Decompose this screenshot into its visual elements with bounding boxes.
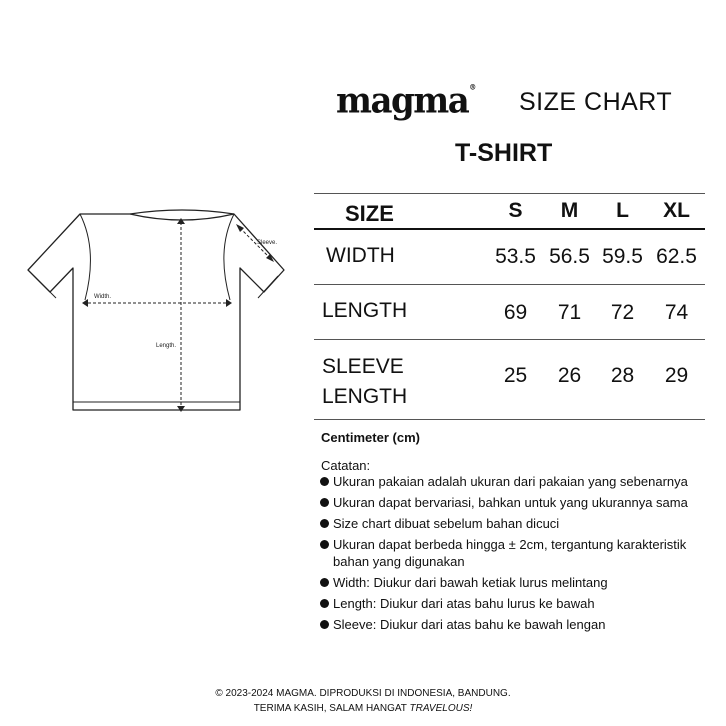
table-cell: 53.5 bbox=[495, 245, 536, 268]
bullet-icon bbox=[320, 620, 329, 629]
table-top-rule bbox=[314, 193, 705, 194]
table-cell: 71 bbox=[557, 301, 582, 324]
bullet-icon bbox=[320, 540, 329, 549]
notes-list bbox=[319, 473, 714, 637]
list-item: Sleeve: Diukur dari atas bahu ke bawah lengan bbox=[319, 616, 714, 633]
size-col-m: M bbox=[560, 199, 579, 222]
brand-logo: magma® bbox=[336, 80, 475, 122]
table-cell: 74 bbox=[664, 301, 689, 324]
list-item: Length: Diukur dari atas bahu lurus ke bawah bbox=[319, 595, 714, 612]
unit-note: Centimeter (cm) bbox=[321, 430, 420, 445]
bullet-icon bbox=[320, 498, 329, 507]
length-label: Length. bbox=[156, 343, 177, 349]
bullet-icon bbox=[320, 477, 329, 486]
row-label-sleeve-length: LENGTH bbox=[322, 385, 408, 408]
bullet-icon bbox=[320, 599, 329, 608]
table-cell: 28 bbox=[610, 364, 635, 387]
width-label: Width. bbox=[94, 294, 112, 300]
tshirt-collar bbox=[130, 210, 234, 214]
table-cell: 56.5 bbox=[549, 245, 590, 268]
bullet-icon bbox=[320, 519, 329, 528]
size-col-l: L bbox=[616, 199, 629, 222]
size-col-s: S bbox=[508, 199, 523, 222]
footer-thanks: TERIMA KASIH, SALAM HANGAT TRAVELOUS! bbox=[253, 703, 473, 714]
chart-title: SIZE CHART bbox=[519, 88, 673, 116]
footer-copyright: © 2023-2024 MAGMA. DIPRODUKSI DI INDONESIA, BANDUNG. bbox=[215, 688, 511, 699]
bullet-icon bbox=[320, 578, 329, 587]
list-item: Ukuran dapat bervariasi, bahkan untuk yang ukurannya sama bbox=[319, 494, 714, 511]
list-item: Ukuran dapat berbeda hingga ± 2cm, tergantung karakteristik bahan yang digunakan bbox=[319, 536, 714, 570]
table-cell: 25 bbox=[503, 364, 528, 387]
size-col-xl: XL bbox=[663, 199, 690, 222]
table-cell: 29 bbox=[664, 364, 689, 387]
table-row-rule bbox=[314, 284, 705, 285]
table-cell: 26 bbox=[557, 364, 582, 387]
list-item: Width: Diukur dari bawah ketiak lurus melintang bbox=[319, 574, 714, 591]
table-bottom-rule bbox=[314, 419, 705, 420]
product-title: T-SHIRT bbox=[455, 139, 553, 167]
size-header: SIZE bbox=[345, 201, 394, 226]
row-label-sleeve: SLEEVE bbox=[322, 355, 404, 378]
table-row-rule bbox=[314, 339, 705, 340]
list-item: Ukuran pakaian adalah ukuran dari pakaian yang sebenarnya bbox=[319, 473, 714, 490]
tshirt-outline bbox=[28, 214, 284, 410]
notes-title: Catatan: bbox=[321, 458, 371, 473]
table-cell: 59.5 bbox=[602, 245, 643, 268]
table-cell: 72 bbox=[610, 301, 635, 324]
row-label-length: LENGTH bbox=[322, 299, 408, 322]
row-label-width: WIDTH bbox=[326, 244, 395, 267]
list-item: Size chart dibuat sebelum bahan dicuci bbox=[319, 515, 714, 532]
table-cell: 62.5 bbox=[656, 245, 697, 268]
sleeve-label: Sleeve. bbox=[257, 240, 278, 246]
table-cell: 69 bbox=[503, 301, 528, 324]
table-header-rule bbox=[314, 228, 705, 230]
